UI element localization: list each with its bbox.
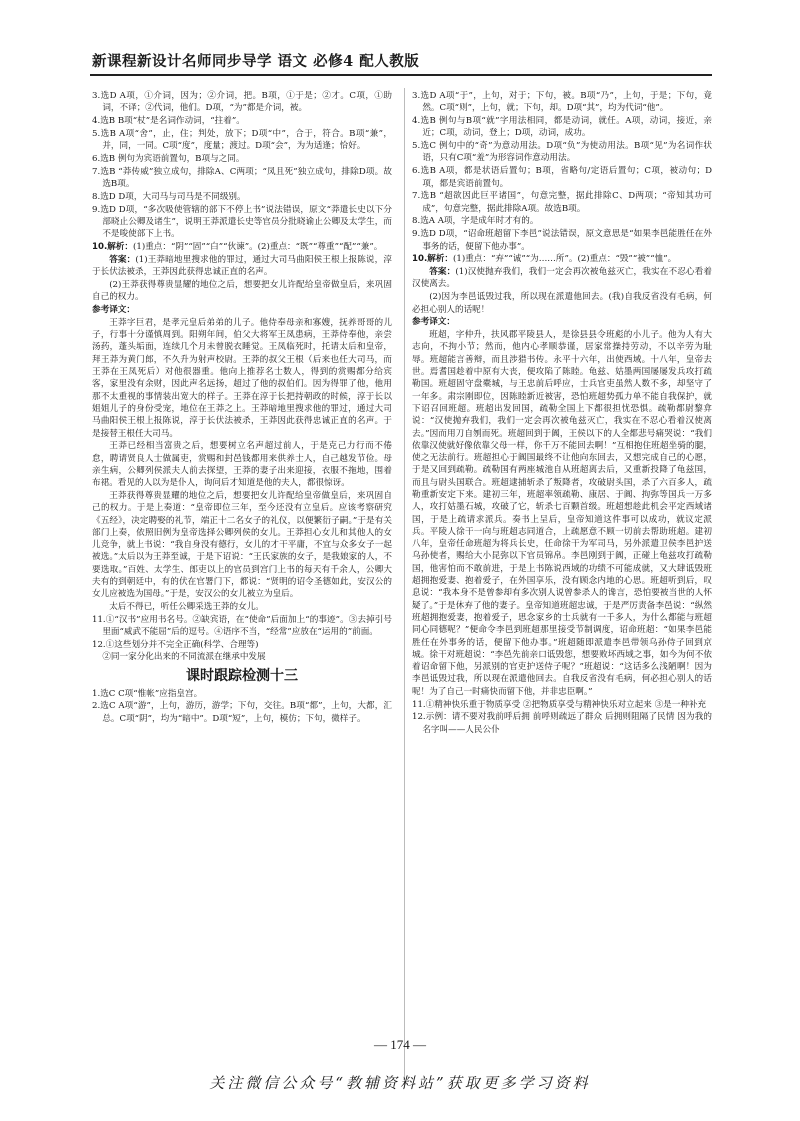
answer-text: (1)王莽暗地里搜求他的罪过，通过大司马曲阳侯王根上报陈说，淳于长伏法被杀，王莽因此获得忠诚正直的名声。 xyxy=(92,254,392,278)
header-rule xyxy=(90,74,712,76)
reference-translation-label: 参考译文： xyxy=(412,317,455,328)
answer-item: 6.选B 例句为宾语前置句，B项与之同。 xyxy=(92,153,245,164)
answer-item: 9.选D D项，“多次吸使管辖的部下不停上书”说法错误，原文“莽遣长史以下分部晓止公卿及诸生”，说明王莽派遣长史等官员分批晓谕止公卿及太学生，而不是唆使部下上书。 xyxy=(92,204,392,240)
translation-paragraph: 班超，字仲升，扶风郡平陵县人，是徐县县令班彪的小儿子。他为人有大志向，不拘小节；然而，他内心孝顺恭谨，居家常操持劳动，不以辛劳为耻辱。班超能言善辩，而且涉猎书传。永平十六年，出使西域。十八年，皇帝去世。焉耆国趁着中原有大丧，便攻陷了陈睦。龟兹、姑墨两国屡屡发兵攻打疏勒国。班超固守盘橐城，与王忠前后呼应，士兵官吏虽然人数不多，却坚守了一年多。肃宗刚即位，因陈睦新近被害，恐怕班超势孤力单不能自我保护，就下诏召回班超。班超出发回国，疏勒全国上下都很担忧恐惧。疏勒都尉黎弇说：“汉使抛弃我们，我们一定会再次被龟兹灭亡，我实在不忍心看着汉使离去。”因而用刀自刎而死。班超回到于阗，王侯以下的人全都悲号痛哭说：“我们依靠汉使就好像依靠父母一样，你千万不能回去啊！”互相抱住班超坐骑的腿，使之无法前行。班超担心于阗国最终不让他向东回去，又想完成自己的心愿，于是又回到疏勒。疏勒国有两座城池自从班超离去后，又重新投降了龟兹国，而且与尉头国联合。班超逮捕斩杀了叛降者，攻破尉头国，杀了六百多人，疏勒重新安定下来。建初三年，班超率领疏勒、康居、于阗、拘弥等国兵一万多人，攻打姑墨石城，攻破了它，斩杀七百颗首级。班超想趁此机会平定西域诸国，于是上疏请求派兵。奏书上呈后，皇帝知道这件事可以成功，就议定派兵。平陵人徐干一向与班超志同道合，上疏愿意不顾一切前去帮助班超。建初八年，皇帝任命班超为将兵长史，任命徐干为军司马，另外派遣卫侯李邑护送乌孙使者，赐给大小昆弥以下官员锦帛。李邑刚到于阗，正碰上龟兹攻打疏勒国，他害怕而不敢前进，于是上书陈说西域的功绩不可能成就，又大肆诋毁班超拥抱爱妻、抱着爱子，在外国享乐，没有顾念内地的心思。班超听到后，叹息说：“我本身不是曾参却有多次别人说曾参杀人的谗言，恐怕要被当世的人怀疑了。”于是休弃了他的妻子。皇帝知道班超忠诚，于是严厉责备李邑说：“纵然班超拥抱爱妻，抱着爱子，思念家乡的士兵就有一千多人，为什么都能与班超同心同德呢？”便命令李邑到班超那里接受节制调度，诏命班超：“如果李邑能胜任在外事务的话，便留下他办事。”班超随即派遣李邑带领乌孙侍子回到京城。徐干对班超说：“李邑先前亲口诋毁您，想要败坏西域之事，如今为何不依着诏命留下他，另派别的官吏护送侍子呢？”班超说：“这话多么浅陋啊！因为李邑诋毁过我，所以现在派遣他回去。自我反省没有毛病，何必担心别人的话呢！为了自己一时痛快而留下他，并非忠臣啊。” xyxy=(412,330,712,697)
answer-item: 6.选B A项，都是状语后置句；B项，省略句/定语后置句；C项，被动句；D项，都是宾语前置句。 xyxy=(412,166,712,189)
answer-block-1 xyxy=(92,254,392,279)
answer-text: (1)汉使抛弃我们，我们一定会再次被龟兹灭亡，我实在不忍心看着汉使离去。 xyxy=(412,267,712,290)
answer-block-2: (2)因为李邑诋毁过我，所以现在派遣他回去。(我)自我反省没有毛病，何必担心别人的话呢！ xyxy=(412,292,712,315)
answer-item: 2.选C A项“游”，上句，游历，游学；下句，交往。B项“都”，上句，大都，汇总。C项“阴”，均为“暗中”。D项“短”，上句，模仿；下句，微样子。 xyxy=(92,701,392,724)
answer-item: 4.选B 例句与B项“就”字用法相同，都是动词，就任。A项，动词，接近，亲近；C项，动词，登上；D项，动词，成功。 xyxy=(412,116,712,139)
page-number: — 174 — xyxy=(374,1037,426,1052)
answer-item: 4.选B B项“杖”是名词作动词，“拄着”。 xyxy=(92,116,245,127)
answer-item: 8.选D D项，大司马与司马是不同级别。 xyxy=(92,191,246,202)
translation-paragraph: 王莽已经相当富贵之后，想要树立名声超过前人，于是克己力行而不倦怠，聘请贤良人士做属吏，赏赐和封邑钱都用来供养士人，自己越发节俭。母亲生病，公卿列侯派夫人前去探望，王莽的妻子出来迎接，衣服不拖地，围着布裙。看见的人以为是仆人，询问后才知道是他的夫人，都很惊讶。 xyxy=(92,441,392,489)
left-column xyxy=(92,90,392,726)
q10-text: (1)重点：“弃”“诚”“为……所”。(2)重点：“毁”“被”“恤”。 xyxy=(453,254,677,265)
translation-paragraph: 王莽获得尊贵显耀的地位之后，想要把女儿许配给皇帝做皇后，来巩固自己的权力。于是上奏道：“皇帝即位三年，至今还没有立皇后。应该考察研究《五经》，决定聘娶的礼节，端正十二名女子的礼仪，以便繁衍子嗣。”于是有关部门上奏，依照旧例为皇帝选择公卿列侯的女儿。王莽担心女儿和其他人的女儿竞争，就上书说：“我自身没有德行，女儿的才干平庸，不宜与众多女子一起被选。”太后以为王莽至诚，于是下诏说：“王氏家族的女子，是我娘家的人，不要选取。”百姓、太学生、郎吏以上的官员到宫门上书的每天有千余人，公卿大夫有的到朝廷中，有的伏在官署门下，都说：“贤明的诏令圣德如此，安汉公的女儿应被选为国母。”于是，安汉公的女儿被立为皇后。 xyxy=(92,491,392,600)
left-intro-answers xyxy=(92,90,392,241)
q10-text: (1)重点：“阴”“固”“白”“伙谏”。(2)重点：“既”“尊重”“配”“兼”。 xyxy=(133,242,383,253)
footer-promo-text: 关注微信公众号“教辅资料站”获取更多学习资料 xyxy=(209,1074,591,1092)
answer-item: 3.选D A项，①介词，因为；②介词，把。B项，①于是；②才。C项，①助词，不译；②代词，他们。D项，“为”都是介词，被。 xyxy=(92,91,392,114)
answer-item: 7.选B “超欲因此巨平诸国”，句意完整，据此排除C、D两项；“帝知其功可成”，句意完整，据此排除A项。故选B项。 xyxy=(412,191,712,214)
q10-analysis xyxy=(412,253,712,265)
answer-label: 答案： xyxy=(109,254,136,265)
answer-block-1 xyxy=(412,266,712,291)
book-header-title: 新课程新设计名师同步导学 语文 必修4 配人教版 xyxy=(92,53,420,70)
answer-block-2: (2)王莽获得尊贵显耀的地位之后，想要把女儿许配给皇帝做皇后，来巩固自己的权力。 xyxy=(92,279,392,303)
answer-item: 1.选C C项“惟帐”应指皇宫。 xyxy=(92,688,203,699)
translation-paragraph: 王莽字巨君，是孝元皇后弟弟的儿子。他侍奉母亲和寡嫂，抚养哥哥的儿子，行事十分谨慎周到。阳朔年间，伯父大将军王凤患病，王莽侍奉他，亲尝汤药，蓬头垢面，连续几个月未曾脱衣睡觉。王凤临死时，托请太后和皇帝，拜王莽为黄门郎，不久升为射声校尉。王莽的叔父王根（后来也任大司马，而王莽在王凤死后）对他很器重。他向上推荐名士数人，得到的赏赐都分给宾客，家里没有余财，因此声名远扬，超过了他的叔伯们。因为得罪了他，他用那不太重视的事情装出宽大的样子。王莽在淳于长把持朝政的时候，淳于长以姐姐儿子的身份受宠，地位在王莽之上。王莽暗地里搜求他的罪过，通过大司马曲阳侯王根上报陈说，淳于长伏法被杀，王莽因此获得忠诚正直的名声。于是接替王根任大司马。 xyxy=(92,317,392,439)
answer-item: 5.选B A项“舍”，止，住；判处，放下；D项“中”，合于，符合。B项“兼”，并，同，一同。C项“度”，度量；渡过。D项“会”，为为适逢；恰好。 xyxy=(92,128,392,152)
answer-item: 7.选B “莽传威”独立成句，排除A、C两项；“凤且死”独立成句，排除D项。故选B项。 xyxy=(92,166,392,190)
column-divider xyxy=(404,88,405,1088)
answer-item: 5.选C 例句中的“奇”为意动用法。D项“负”为使动用法。B项“见”为名词作状语，只有C项“羞”为形容词作意动用法。 xyxy=(412,141,712,164)
right-column xyxy=(412,90,712,736)
q12-answer: 12.示例：请不要对我前呼后拥 前呼则疏远了群众 后拥则阻隔了民情 因为我的名字叫——人民公仆 xyxy=(412,712,712,735)
q10-label: 10.解析： xyxy=(92,242,134,253)
q11-answer: 11.①“汉书”应用书名号。②缺宾语，在“使命”后面加上“的事迹”。③去掉引号里面“威武不能屈”后的逗号。④语序不当，“经常”应放在“运用的”前面。 xyxy=(92,614,392,638)
answer-label: 答案： xyxy=(429,267,456,278)
q10-label: 10.解析： xyxy=(412,254,454,265)
translation-paragraph: 太后不得已，听任公卿采选王莽的女儿。 xyxy=(109,602,264,613)
q12-answer: 12.①这些划分并不完全正确(科学、合理等) ②同一家分化出来的不同流派在继承中发展 xyxy=(92,640,266,663)
section-title: 课时跟踪检测十三 xyxy=(186,667,298,684)
answer-item: 9.选D D项，“诏命班超留下李邑”说法错误，原文意思是“如果李邑能胜任在外事务的话，便留下他办事”。 xyxy=(412,229,712,252)
q11-answer: 11.①精神快乐重于物质享受 ②把物质享受与精神快乐对立起来 ③是一种补充 xyxy=(412,699,707,710)
q10-analysis xyxy=(92,241,392,253)
answer-item: 3.选D A项“于”，上句，对于；下句，被。B项“乃”，上句，于是；下句，竟然。C项“则”，上句，就；下句，却。D项“其”，均为代词“他”。 xyxy=(412,91,712,114)
reference-translation-label: 参考译文： xyxy=(92,305,135,316)
answer-item: 8.选A A项，字是成年时才有的。 xyxy=(412,216,539,227)
